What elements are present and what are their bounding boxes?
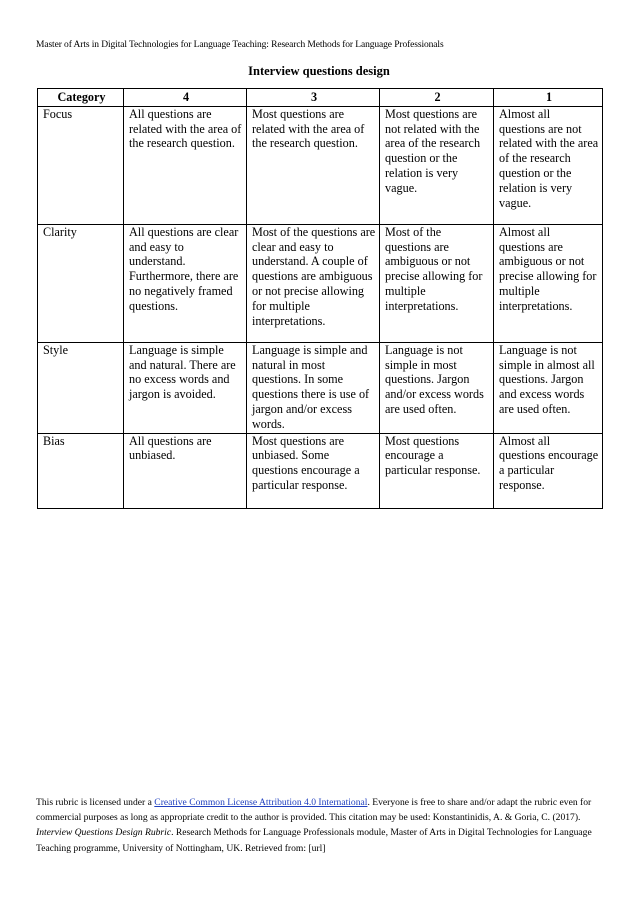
table-cell: All questions are related with the area of the research question. — [124, 106, 247, 224]
page-title: Interview questions design — [248, 64, 390, 78]
rubric-table — [37, 88, 603, 509]
table-cell: Most questions are not related with the area of the research question or the relation is very vague. — [380, 106, 494, 224]
table-cell: Language is simple and natural. There are no excess words and jargon is avoided. — [124, 342, 247, 433]
column-header-score-3: 3 — [247, 89, 380, 107]
table-cell: Most questions are related with the area of the research question. — [247, 106, 380, 224]
table-cell: All questions are unbiased. — [124, 433, 247, 508]
table-header-row — [38, 89, 603, 107]
table-row-bias — [38, 433, 603, 508]
table-cell: All questions are clear and easy to understand. Furthermore, there are no negatively framed questions. — [124, 224, 247, 342]
table-row-focus — [38, 106, 603, 224]
table-cell: Language is not simple in most questions. Jargon and/or excess words are used often. — [380, 342, 494, 433]
table-row-style — [38, 342, 603, 433]
citation-suffix: . Research Methods for Language Professionals module, Master of Arts in Digital Technologies for Language Teaching programme, University of Nottingham, UK. Retrieved from: [url] — [36, 827, 592, 854]
table-cell: Most of the questions are clear and easy to understand. A couple of questions are ambiguous or not precise allowing for multiple interpretations. — [247, 224, 380, 342]
table-cell: Almost all questions are ambiguous or not precise allowing for multiple interpretations. — [494, 224, 603, 342]
table-cell: Language is not simple in almost all questions. Jargon and excess words are used often. — [494, 342, 603, 433]
table-cell: Almost all questions are not related with the area of the research question or the relation is very vague. — [494, 106, 603, 224]
column-header-score-2: 2 — [380, 89, 494, 107]
table-cell: Most of the questions are ambiguous or not precise allowing for multiple interpretations. — [380, 224, 494, 342]
table-cell: Most questions are unbiased. Some questions encourage a particular response. — [247, 433, 380, 508]
table-cell: Language is simple and natural in most questions. In some questions there is use of jargon and/or excess words. — [247, 342, 380, 433]
table-cell: Most questions encourage a particular response. — [380, 433, 494, 508]
table-cell: Almost all questions encourage a particular response. — [494, 433, 603, 508]
row-category-clarity: Clarity — [38, 224, 124, 342]
license-link[interactable]: Creative Common License Attribution 4.0 International — [154, 797, 368, 808]
row-category-style: Style — [38, 342, 124, 433]
column-header-score-1: 1 — [494, 89, 603, 107]
citation-title: Interview Questions Design Rubric — [36, 827, 172, 839]
column-header-category: Category — [38, 89, 124, 107]
table-row-clarity — [38, 224, 603, 342]
row-category-bias: Bias — [38, 433, 124, 508]
row-category-focus: Focus — [38, 106, 124, 224]
column-header-score-4: 4 — [124, 89, 247, 107]
running-header: Master of Arts in Digital Technologies for Language Teaching: Research Methods for Language Professionals — [36, 40, 444, 50]
license-footer — [36, 795, 608, 856]
license-mid: . Everyone is free to share and/or adapt the rubric even for commercial purposes as long as appropriate credit to the author is provided. This citation may be used: Konstantinidis, A. & Goria, C. (2017). — [36, 797, 592, 824]
license-prefix: This rubric is licensed under a — [36, 797, 155, 808]
